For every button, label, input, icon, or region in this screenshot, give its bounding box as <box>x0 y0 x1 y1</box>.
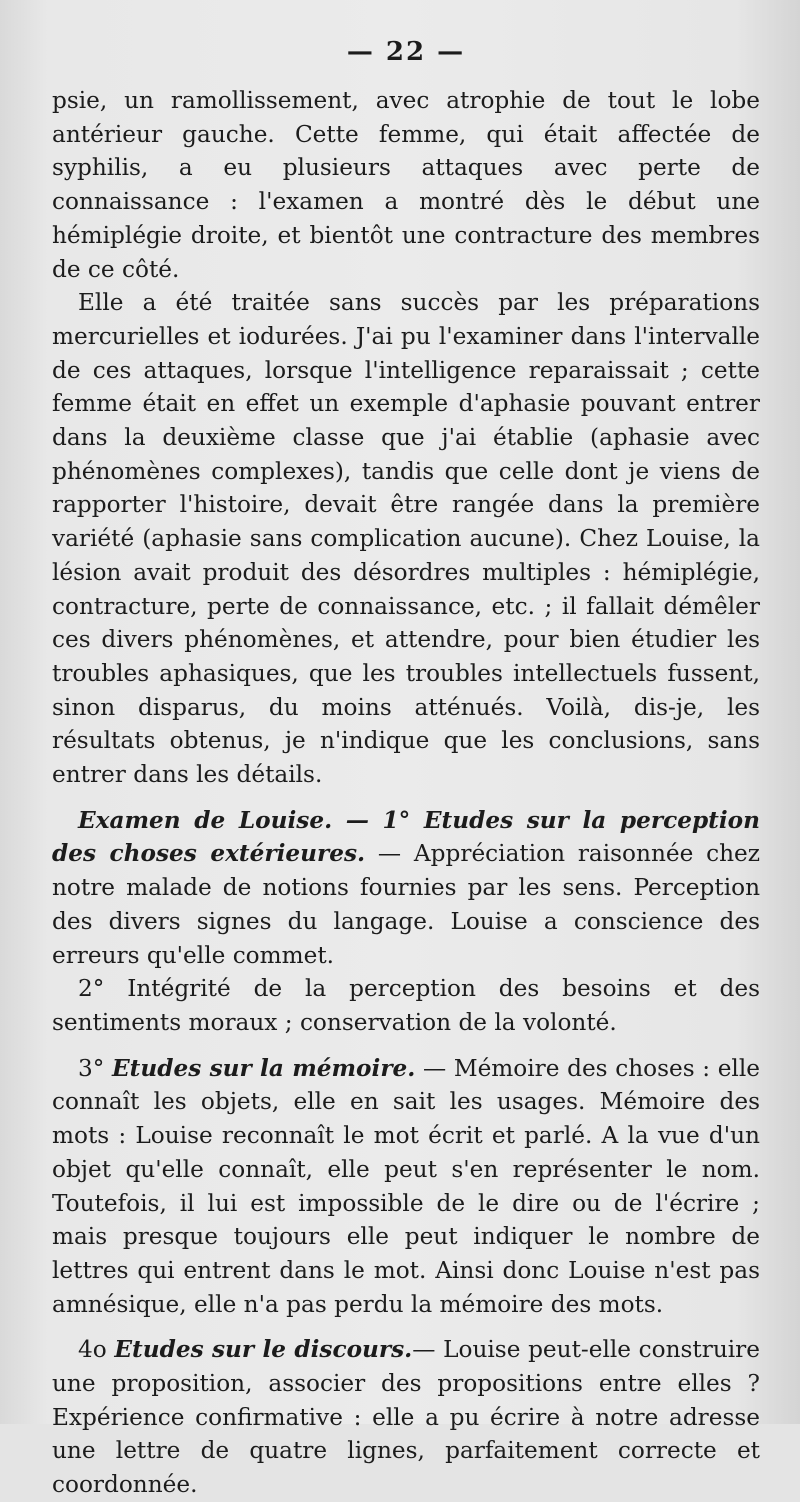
paragraph-5-prefix: 3° <box>78 1054 112 1082</box>
paragraph-4: 2° Intégrité de la perception des besoins et des sentiments moraux ; conservation de la volonté. <box>52 975 760 1036</box>
paragraph-5-text: — Mémoire des choses : elle connaît les objets, elle en sait les usages. Mémoire des mots : Louise reconnaît le mot écrit et parlé. A la vue d'un objet qu'elle connaît, elle peut s'en représenter le nom. Toutefois, il lui est impossible de le dire ou de l'écrire ; mais presque toujours elle peut indiquer le nombre de lettres qui entrent dans le mot. Ainsi donc Louise n'est pas amnésique, elle n'a pas perdu la mémoire des mots. <box>52 1054 760 1318</box>
section-heading-examen: Examen de Louise. — 1° Etudes sur la perception des choses extérieures. <box>52 806 760 868</box>
paragraph-3 <box>52 804 760 973</box>
paragraph-2: Elle a été traitée sans succès par les préparations mercurielles et iodurées. J'ai pu l'examiner dans l'intervalle de ces attaques, lorsque l'intelligence reparaissait ; cette femme était en effet un exemple d'aphasie pouvant entrer dans la deuxième classe que j'ai établie (aphasie avec phénomènes complexes), tandis que celle dont je viens de rapporter l'histoire, devait être rangée dans la première variété (aphasie sans complication aucune). Chez Louise, la lésion avait produit des désordres multiples : hémiplégie, contracture, perte de connaissance, etc. ; il fallait démêler ces divers phénomènes, et attendre, pour bien étudier les troubles aphasiques, que les troubles intellectuels fussent, sinon disparus, du moins atténués. Voilà, dis-je, les résultats obtenus, je n'indique que les conclusions, sans entrer dans les détails. <box>52 289 760 789</box>
paragraph-6 <box>52 1333 760 1502</box>
paragraph-1: psie, un ramollissement, avec atrophie de tout le lobe antérieur gauche. Cette femme, qui était affectée de syphilis, a eu plusieurs attaques avec perte de connaissance : l'examen a montré dès le début une hémiplégie droite, et bientôt une contracture des membres de ce côté. <box>52 87 760 283</box>
section-heading-memoire: Etudes sur la mémoire. <box>111 1054 416 1082</box>
paragraph-6-prefix: 4o <box>78 1336 115 1364</box>
paragraph-5 <box>52 1052 760 1322</box>
page-number: — 22 — <box>346 37 466 67</box>
paragraph-3-text: — Appréciation raisonnée chez notre malade de notions fournies par les sens. Perception des divers signes du langage. Louise a conscience des erreurs qu'elle commet. <box>52 840 760 969</box>
paragraph-6-text: — Louise peut-elle construire une proposition, associer des propositions entre elles ? Expérience confirmative : elle a pu écrire à notre adresse une lettre de quatre lignes, parfaitement correcte et coordonnée. <box>52 1336 760 1499</box>
section-heading-discours: Etudes sur le discours. <box>114 1336 413 1364</box>
page-body <box>52 84 760 1502</box>
